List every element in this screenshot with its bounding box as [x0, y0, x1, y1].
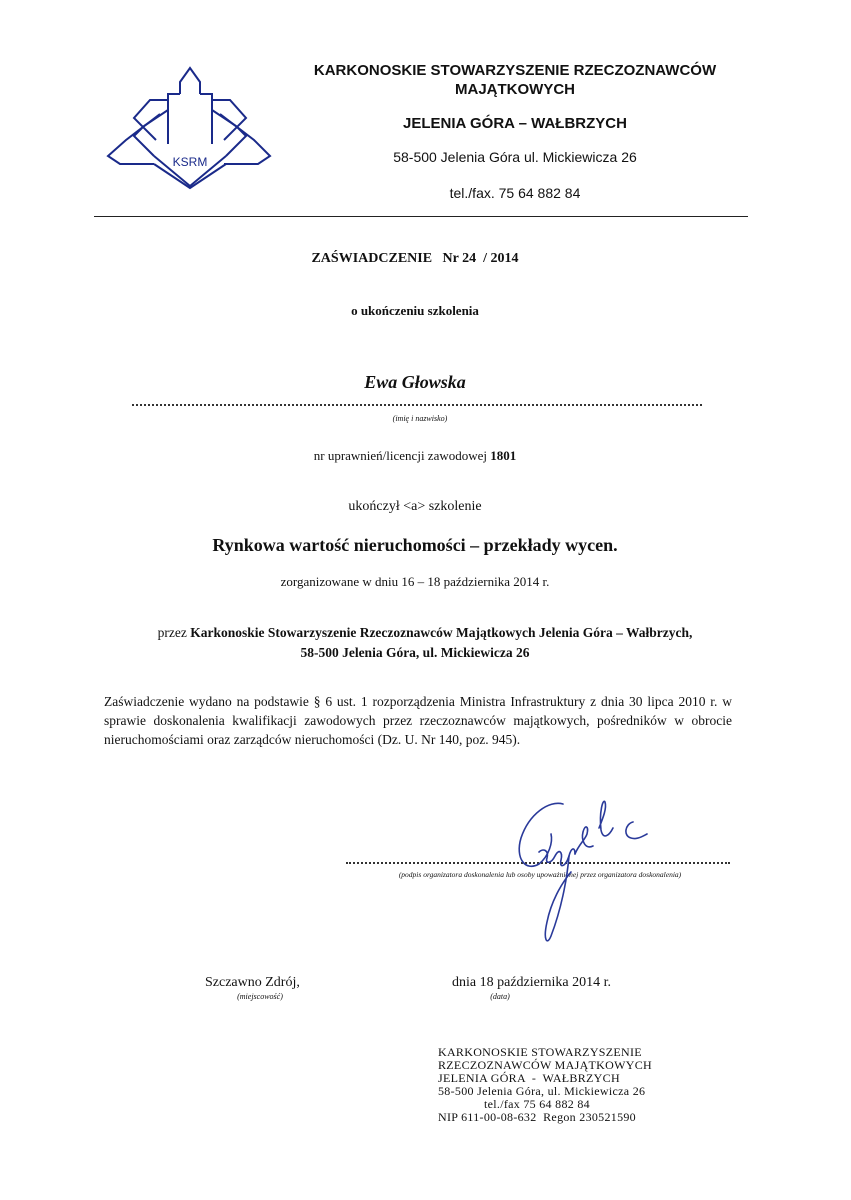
legal-basis: Zaświadczenie wydano na podstawie § 6 ust. 1 rozporządzenia Ministra Infrastruktury z dnia 30 lipca 2010 r. w sprawie doskonalenia kwalifikacji zawodowych przez rzeczoznawców majątkowych, pośredników w obrocie nieruchomościami oraz zarządców nieruchomości (Dz. U. Nr 140, poz. 945).: [104, 694, 732, 747]
place-caption: (miejscowość): [237, 992, 283, 1001]
stamp-line4: 58-500 Jelenia Góra, ul. Mickiewicza 26: [438, 1084, 646, 1098]
stamp-line2: RZECZOZNAWCÓW MAJĄTKOWYCH: [438, 1058, 652, 1072]
course-dates: zorganizowane w dniu 16 – 18 października 2014 r.: [280, 574, 550, 589]
logo-text: KSRM: [172, 155, 208, 169]
stamp-line1: KARKONOSKIE STOWARZYSZENIE: [438, 1045, 642, 1059]
org-name-line2: MAJĄTKOWYCH: [455, 81, 575, 98]
name-caption: (imię i nazwisko): [392, 414, 448, 423]
recipient-name: Ewa Głowska: [364, 372, 466, 392]
org-phone: tel./fax. 75 64 882 84: [449, 185, 581, 201]
stamp-line3: JELENIA GÓRA - WAŁBRZYCH: [438, 1071, 620, 1085]
issue-date: dnia 18 października 2014 r.: [452, 975, 612, 990]
course-title: Rynkowa wartość nieruchomości – przekłady wycen.: [212, 535, 618, 555]
license-number: 1801: [490, 448, 517, 463]
license-label: nr uprawnień/licencji zawodowej: [313, 448, 487, 463]
handwritten-signature: [505, 790, 665, 950]
org-region: JELENIA GÓRA – WAŁBRZYCH: [403, 115, 627, 132]
issue-place: Szczawno Zdrój,: [205, 975, 300, 990]
org-address: 58-500 Jelenia Góra ul. Mickiewicza 26: [393, 149, 637, 165]
date-caption: (data): [490, 992, 510, 1001]
header-divider: [94, 216, 748, 217]
signature-caption: (podpis organizatora doskonalenia lub osoby upoważnionej przez organizatora doskonalenia): [398, 870, 682, 879]
license-line: [150, 448, 680, 464]
organizer-name: Karkonoskie Stowarzyszenie Rzeczoznawców Majątkowych Jelenia Góra – Wałbrzych,: [190, 625, 693, 640]
completed-text: ukończył <a> szkolenie: [348, 499, 482, 514]
stamp-line5: tel./fax 75 64 882 84: [484, 1097, 590, 1111]
organizer-address: 58-500 Jelenia Góra, ul. Mickiewicza 26: [300, 645, 530, 660]
certificate-title: ZAŚWIADCZENIE Nr 24 / 2014: [311, 251, 519, 266]
name-dotted-line: [132, 404, 702, 406]
certificate-subtitle: o ukończeniu szkolenia: [351, 303, 479, 318]
ksrm-logo: [104, 64, 274, 190]
organizer-prefix: przez: [157, 625, 187, 640]
organizer-line: [60, 625, 790, 641]
organization-stamp: [438, 1046, 678, 1124]
stamp-line6: NIP 611-00-08-632 Regon 230521590: [438, 1110, 636, 1124]
org-name-line1: KARKONOSKIE STOWARZYSZENIE RZECZOZNAWCÓW: [313, 62, 717, 79]
